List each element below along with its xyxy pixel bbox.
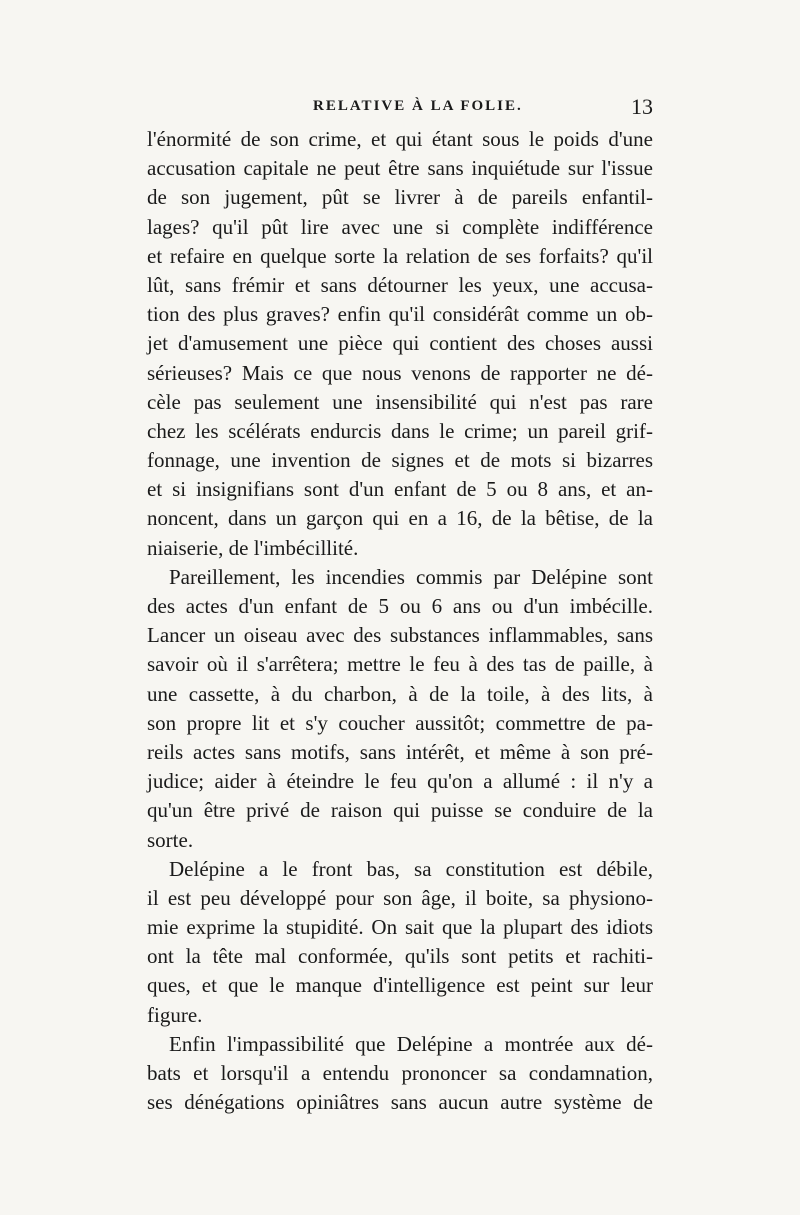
paragraph-end-line: sorte. [147,827,194,852]
text-line: des actes d'un enfant de 5 ou 6 ans ou d'un imbécille. [147,594,653,618]
paragraph-start-line: Pareillement, les incendies commis par Delépine sont [169,564,653,589]
text-line: ses dénégations opiniâtres sans aucun autre système de [147,1090,653,1115]
text-line: sérieuses? Mais ce que nous venons de rapporter ne dé- [147,360,653,385]
text-line: fonnage, une invention de signes et de mots si bizarres [147,448,653,473]
text-line: noncent, dans un garçon qui en a 16, de la bêtise, de la [147,506,653,531]
text-line: chez les scélérats endurcis dans le crime; un pareil grif- [147,418,653,443]
text-line: cèle pas seulement une insensibilité qui n'est pas rare [147,389,653,414]
text-line: une cassette, à du charbon, à de la toile, à des lits, à [147,681,653,706]
text-line: savoir où il s'arrêtera; mettre le feu à des tas de paille, à [147,652,653,677]
page-number: 13 [631,94,653,119]
running-head-title: RELATIVE À LA FOLIE. [313,98,523,114]
text-line: accusation capitale ne peut être sans inquiétude sur l'issue [147,156,653,181]
text-line: et si insignifians sont d'un enfant de 5 ou 8 ans, et an- [147,477,653,502]
text-line: son propre lit et s'y coucher aussitôt; commettre de pa- [147,710,653,735]
text-line: bats et lorsqu'il a entendu prononcer sa condamnation, [147,1061,653,1085]
text-line: lages? qu'il pût lire avec une si complète indifférence [147,214,653,239]
text-line: et refaire en quelque sorte la relation de ses forfaits? qu'il [147,243,653,268]
text-line: judice; aider à éteindre le feu qu'on a allumé : il n'y a [147,769,653,794]
text-line: l'énormité de son crime, et qui étant sous le poids d'une [147,127,653,151]
text-line: Lancer un oiseau avec des substances inflammables, sans [147,623,653,648]
text-line: lût, sans frémir et sans détourner les yeux, une accusa- [147,272,653,297]
paragraph-start-line: Delépine a le front bas, sa constitution est débile, [169,856,653,881]
text-line: ques, et que le manque d'intelligence est peint sur leur [147,973,653,998]
text-line: reils actes sans motifs, sans intérêt, et même à son pré- [147,739,653,764]
paragraph-end-line: niaiserie, de l'imbécillité. [147,535,359,560]
paragraph-end-line: figure. [147,1002,203,1027]
text-line: il est peu développé pour son âge, il boite, sa physiono- [147,885,653,910]
body-text [147,125,653,1117]
text-line: de son jugement, pût se livrer à de pareils enfantil- [147,185,653,210]
text-line: mie exprime la stupidité. On sait que la plupart des idiots [147,915,653,940]
text-line: qu'un être privé de raison qui puisse se conduire de la [147,798,653,823]
paragraph-start-line: Enfin l'impassibilité que Delépine a montrée aux dé- [169,1031,653,1056]
text-line: ont la tête mal conformée, qu'ils sont petits et rachiti- [147,944,653,969]
text-line: jet d'amusement une pièce qui contient des choses aussi [147,331,653,356]
running-head [147,96,653,122]
text-line: tion des plus graves? enfin qu'il considérât comme un ob- [147,302,653,327]
